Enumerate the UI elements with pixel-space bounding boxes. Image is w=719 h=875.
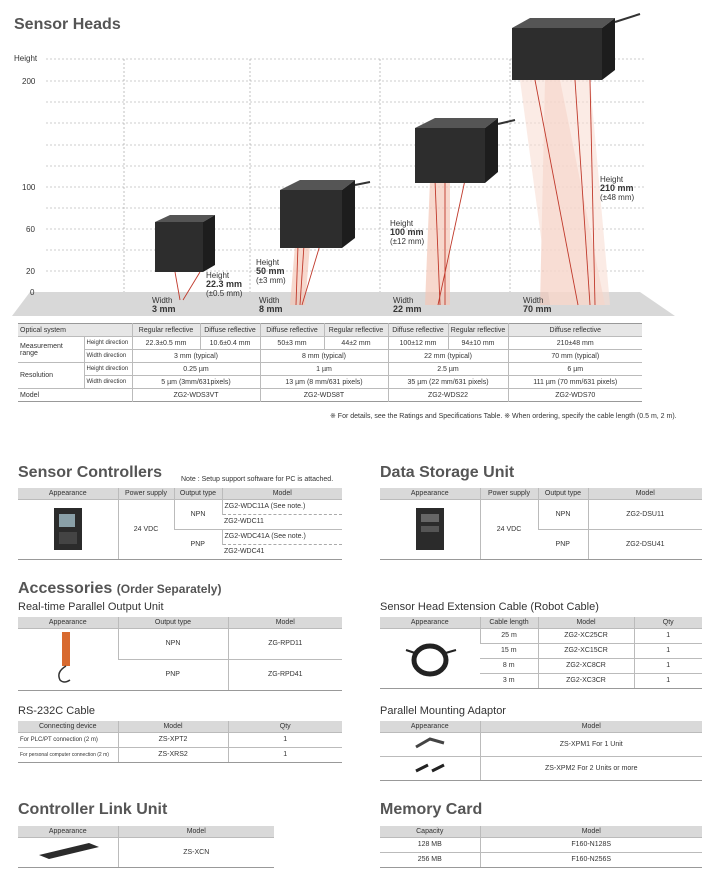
parallel-output-image (18, 628, 118, 690)
storage-image (380, 499, 480, 559)
sensor-head-8mm (280, 180, 370, 248)
controller-image (18, 499, 118, 559)
bracket-icon (412, 733, 448, 753)
sensor-head-3mm (155, 215, 215, 272)
height-label-50mm: Height 50 mm (±3 mm) (256, 258, 286, 285)
parallel-output-icon (48, 630, 88, 686)
width-label-22mm: Width 22 mm (393, 296, 422, 314)
parallel-output-title: Real-time Parallel Output Unit (18, 601, 164, 613)
mount-adaptor-title: Parallel Mounting Adaptor (380, 705, 506, 717)
rs232c-title: RS-232C Cable (18, 705, 96, 717)
rs232c-table: Connecting device Model Qty For PLC/PT connection (2 m) ZS-XPT2 1 For personal computer connection (2 m) ZS-XRS2 1 (18, 721, 342, 763)
y-tick-100: 100 (22, 183, 36, 192)
width-label-8mm: Width 8 mm (259, 296, 283, 314)
bracket-pair-icon (412, 757, 448, 777)
y-tick-0: 0 (30, 288, 35, 297)
storage-table: Appearance Power supply Output type Model 24 VDC NPN ZG2-DSU11 PNP ZG2-DSU41 (380, 488, 702, 560)
cable-coil-icon (400, 632, 460, 682)
sensor-heads-title: Sensor Heads (14, 16, 121, 33)
storage-title: Data Storage Unit (380, 464, 515, 481)
y-tick-20: 20 (26, 267, 35, 276)
mount-adaptor-image-2 (380, 756, 480, 780)
controllers-title: Sensor Controllers (18, 464, 163, 481)
controllers-table: Appearance Power supply Output type Model 24 VDC NPN ZG2-WDC11A (See note.) ZG2-WDC11 PNP ZG2-WDC41A (See note.) ZG2-WDC41 (18, 488, 342, 560)
sensor-spec-table: Optical system Regular reflective Diffuse reflective Diffuse reflective Regular reflective Diffuse reflective Regular reflective Diffuse reflective Measurement range Height direction 22.3±0.5 mm 10.6±0.4 mm 50±3 mm 44±2 mm 100±12 mm 94±10 mm 210±48 mm Width direction 3 mm (typical) 8 mm (typical) 22 mm (typical) 70 mm (typical) Resolution Height direction 0.25 µm 1 µm 2.5 µm 6 µm Width direction 5 µm (3mm/631pixels) 13 µm (8 mm/631 pixels) 35 µm (22 mm/631 pixels) 111 µm (70 mm/631 pixels) Model ZG2-WDS3VT ZG2-WDS8T ZG2-WDS22 ZG2-WDS70 (18, 323, 642, 402)
ext-cable-image (380, 628, 480, 688)
parallel-output-table: Appearance Output type Model NPN ZG-RPD11 PNP ZG-RPD41 (18, 617, 342, 691)
storage-unit-icon (410, 502, 450, 554)
y-tick-200: 200 (22, 77, 36, 86)
sensor-head-22mm (415, 118, 515, 183)
height-label-100mm: Height 100 mm (±12 mm) (390, 219, 425, 246)
memory-title: Memory Card (380, 801, 483, 818)
memory-table: Capacity Model 128 MB F160-N128S 256 MB F160-N256S (380, 826, 702, 868)
accessories-title: Accessories (Order Separately) (18, 580, 222, 597)
link-table: Appearance Model ZS-XCN (18, 826, 274, 868)
height-label-22mm: Height 22.3 mm (±0.5 mm) (206, 271, 243, 298)
link-title: Controller Link Unit (18, 801, 168, 818)
y-tick-60: 60 (26, 225, 35, 234)
height-label-210mm: Height 210 mm (±48 mm) (600, 175, 635, 202)
controllers-note: Note : Setup support software for PC is attached. (181, 476, 334, 483)
mount-adaptor-table: Appearance Model ZS-XPM1 For 1 Unit ZS-XPM2 For 2 Units or more (380, 721, 702, 781)
y-axis-title: Height (14, 54, 38, 63)
link-image (18, 837, 118, 867)
ext-cable-title: Sensor Head Extension Cable (Robot Cable) (380, 601, 599, 613)
sensor-heads-diagram (0, 0, 719, 330)
mount-adaptor-image-1 (380, 732, 480, 756)
ext-cable-table: Appearance Cable length Model Qty 25 m ZG2-XC25CR 1 15 m ZG2-XC15CR 1 8 m ZG2-XC8CR 1 3 m ZG2-XC3CR 1 (380, 617, 702, 689)
controller-icon (48, 502, 88, 554)
width-label-70mm: Width 70 mm (523, 296, 552, 314)
link-unit-icon (33, 839, 103, 863)
spec-note: ※ For details, see the Ratings and Specifications Table. ※ When ordering, specify the cable length (0.5 m, 2 m). (330, 413, 677, 420)
sensor-head-70mm (512, 14, 640, 80)
width-label-3mm: Width 3 mm (152, 296, 176, 314)
